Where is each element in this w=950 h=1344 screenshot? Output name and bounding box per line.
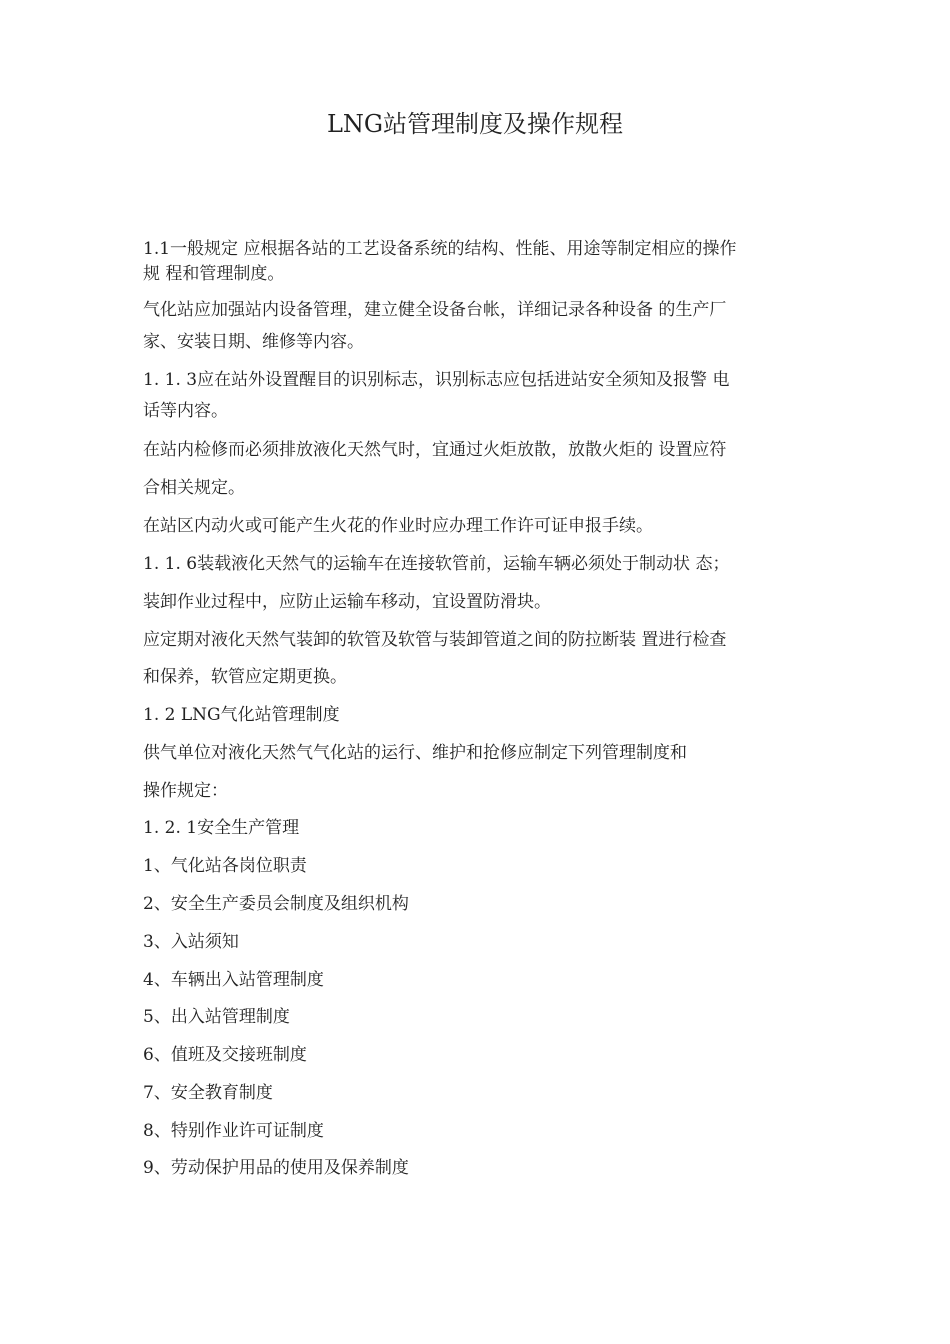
- document-title: LNG站管理制度及操作规程: [326, 110, 624, 138]
- text-line-18: 1、气化站各岗位职责: [143, 856, 307, 876]
- text-line-21: 4、车辆出入站管理制度: [143, 970, 324, 990]
- text-line-16: 操作规定：: [143, 781, 228, 801]
- text-line-14: 1. 2 LNG气化站管理制度: [143, 705, 340, 725]
- text-line-9: 在站区内动火或可能产生火花的作业时应办理工作许可证申报手续。: [143, 516, 653, 536]
- text-line-10: 1. 1. 6装载液化天然气的运输车在连接软管前，运输车辆必须处于制动状 态；: [143, 554, 730, 574]
- text-line-17: 1. 2. 1安全生产管理: [143, 818, 300, 838]
- text-line-8: 合相关规定。: [143, 478, 245, 498]
- text-line-4: 家、安装日期、维修等内容。: [143, 332, 364, 352]
- text-line-25: 8、特别作业许可证制度: [143, 1121, 324, 1141]
- text-line-3: 气化站应加强站内设备管理，建立健全设备台帐，详细记录各种设备 的生产厂: [143, 300, 727, 320]
- text-line-11: 装卸作业过程中，应防止运输车移动，宜设置防滑块。: [143, 592, 551, 612]
- text-line-7: 在站内检修而必须排放液化天然气时，宜通过火炬放散，放散火炬的 设置应符: [143, 440, 727, 460]
- text-line-12: 应定期对液化天然气装卸的软管及软管与装卸管道之间的防拉断装 置进行检查: [143, 630, 727, 650]
- text-line-19: 2、安全生产委员会制度及组织机构: [143, 894, 409, 914]
- text-line-6: 话等内容。: [143, 401, 228, 421]
- text-line-2: 规 程和管理制度。: [143, 264, 285, 284]
- text-line-26: 9、劳动保护用品的使用及保养制度: [143, 1158, 409, 1178]
- text-line-1: 1.1一般规定 应根据各站的工艺设备系统的结构、性能、用途等制定相应的操作: [143, 239, 737, 259]
- text-line-23: 6、值班及交接班制度: [143, 1045, 307, 1065]
- text-line-22: 5、出入站管理制度: [143, 1007, 290, 1027]
- text-line-20: 3、入站须知: [143, 932, 239, 952]
- text-line-13: 和保养，软管应定期更换。: [143, 667, 347, 687]
- text-line-24: 7、安全教育制度: [143, 1083, 273, 1103]
- text-line-5: 1. 1. 3应在站外设置醒目的识别标志，识别标志应包括进站安全须知及报警 电: [143, 370, 730, 390]
- text-line-15: 供气单位对液化天然气气化站的运行、维护和抢修应制定下列管理制度和: [143, 743, 687, 763]
